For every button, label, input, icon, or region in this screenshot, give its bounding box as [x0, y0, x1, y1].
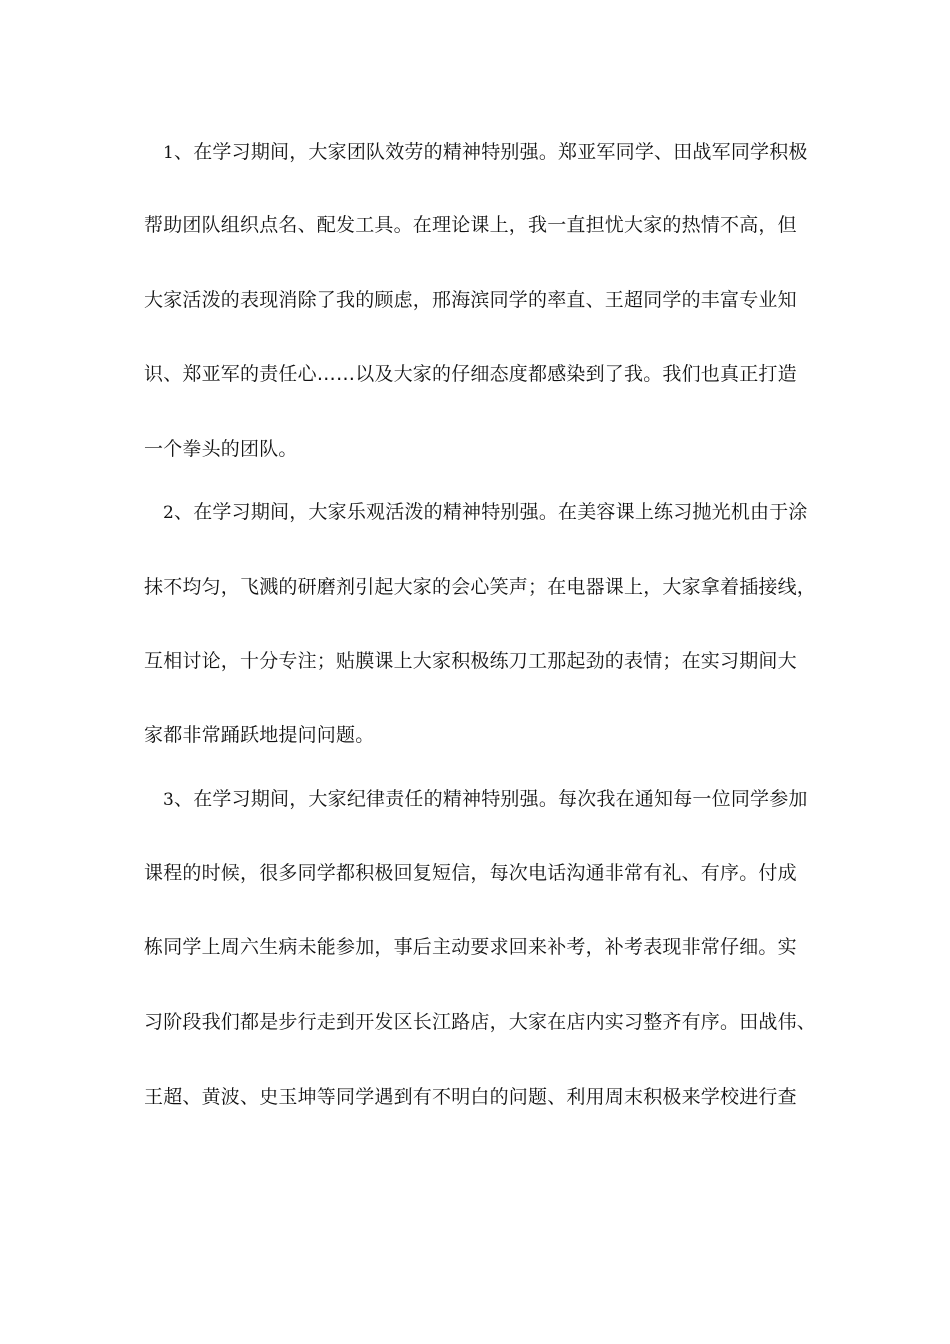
paragraph-3-line-4: 习阶段我们都是步行走到开发区长江路店，大家在店内实习整齐有序。田战伟、 [144, 1011, 817, 1033]
paragraph-3-line-2: 课程的时候，很多同学都积极回复短信，每次电话沟通非常有礼、有序。付成 [144, 862, 797, 884]
paragraph-3-line-3: 栋同学上周六生病未能参加，事后主动要求回来补考，补考表现非常仔细。实 [144, 936, 797, 958]
paragraph-2-text-1: 、在学习期间，大家乐观活泼的精神特别强。在美容课上练习抛光机由于涂 [174, 501, 808, 523]
paragraph-2-number: 2 [163, 503, 175, 523]
paragraph-2-line-3: 互相讨论，十分专注；贴膜课上大家积极练刀工那起劲的表情；在实习期间大 [144, 650, 797, 672]
paragraph-1-line-4: 识、郑亚军的责任心……以及大家的仔细态度都感染到了我。我们也真正打造 [144, 363, 797, 385]
paragraph-2-line-4: 家都非常踊跃地提问问题。 [144, 724, 375, 746]
paragraph-1-number: 1 [163, 143, 175, 163]
paragraph-2-line-2: 抹不均匀，飞溅的研磨剂引起大家的会心笑声；在电器课上，大家拿着插接线， [144, 576, 817, 598]
paragraph-3-line-1 [163, 784, 843, 814]
paragraph-3-line-5: 王超、黄波、史玉坤等同学遇到有不明白的问题、利用周末积极来学校进行查 [144, 1086, 797, 1108]
paragraph-1-line-1 [163, 137, 843, 167]
paragraph-3-number: 3 [163, 790, 175, 810]
paragraph-1-line-3: 大家活泼的表现消除了我的顾虑，邢海滨同学的率直、王超同学的丰富专业知 [144, 289, 797, 311]
paragraph-3-text-1: 、在学习期间，大家纪律责任的精神特别强。每次我在通知每一位同学参加 [174, 788, 808, 810]
paragraph-1-line-2: 帮助团队组织点名、配发工具。在理论课上，我一直担忧大家的热情不高，但 [144, 214, 797, 236]
paragraph-2-line-1 [163, 497, 843, 527]
paragraph-1-text-1: 、在学习期间，大家团队效劳的精神特别强。郑亚军同学、田战军同学积极 [174, 141, 808, 163]
paragraph-1-line-5: 一个拳头的团队。 [144, 438, 298, 460]
